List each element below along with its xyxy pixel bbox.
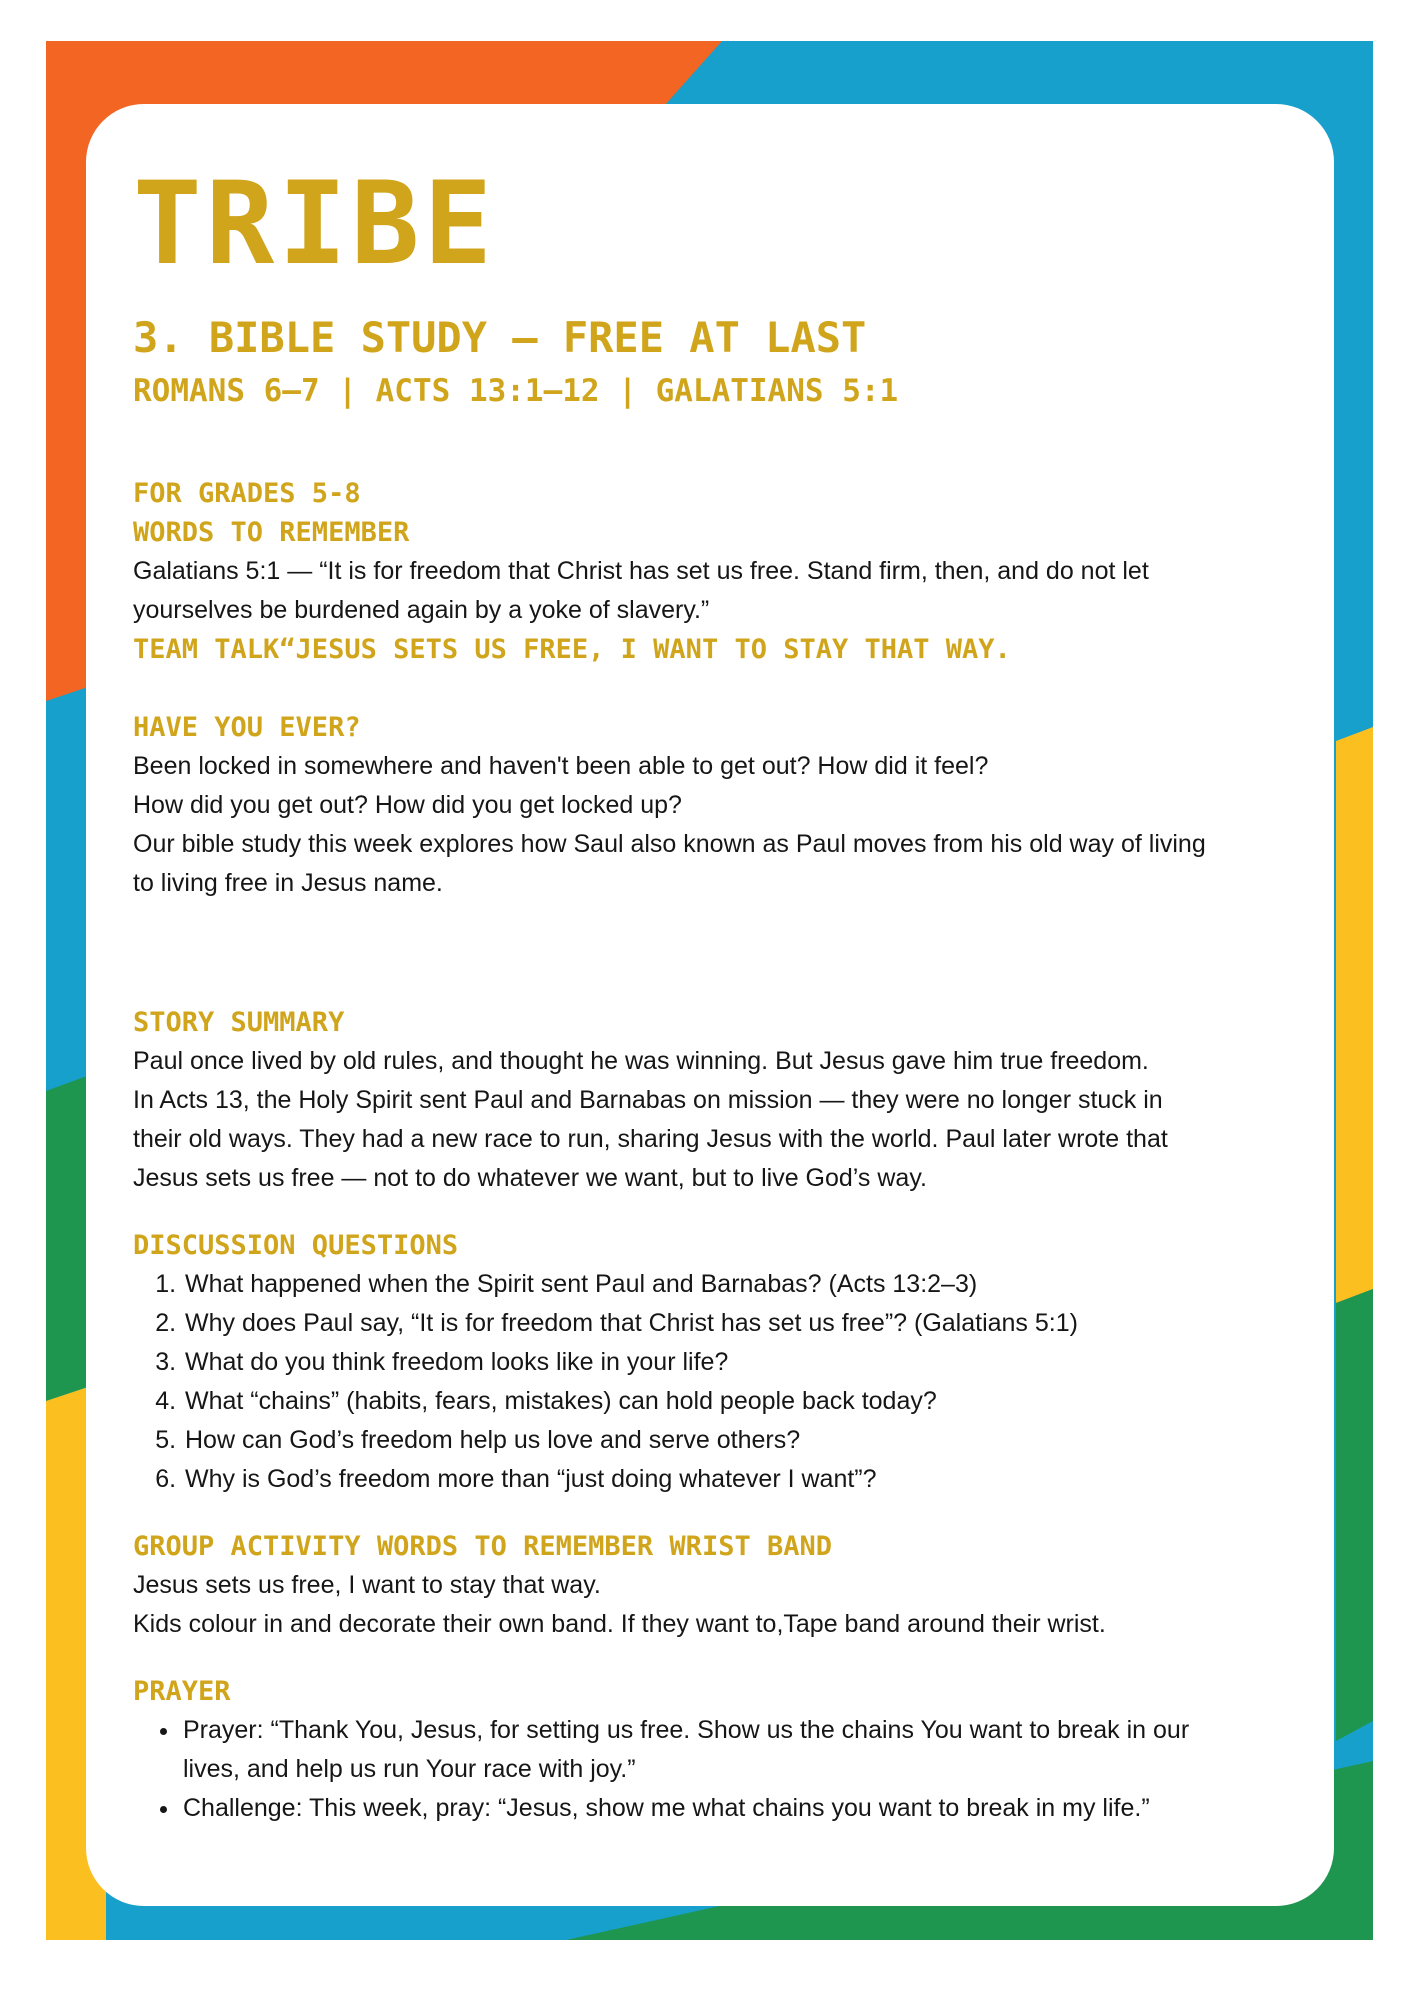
frame-yellow-right bbox=[1336, 727, 1373, 1303]
prayer-item bbox=[181, 1711, 1288, 1789]
story-summary-line: In Acts 13, the Holy Spirit sent Paul and Barnabas on mission — they were no longer stuck in bbox=[133, 1086, 1163, 1114]
discussion-questions-heading: DISCUSSION QUESTIONS bbox=[133, 1230, 459, 1261]
prayer-list bbox=[133, 1711, 1288, 1828]
memory-verse-line-1: Galatians 5:1 — “It is for freedom that Christ has set us free. Stand firm, then, and do not let bbox=[133, 557, 1149, 585]
prayer-heading: PRAYER bbox=[133, 1676, 231, 1707]
prayer-item-line: Prayer: “Thank You, Jesus, for setting us free. Show us the chains You want to break in our bbox=[183, 1716, 1190, 1744]
team-talk: TEAM TALK“JESUS SETS US FREE, I WANT TO STAY THAT WAY. bbox=[133, 634, 1011, 665]
challenge-item bbox=[181, 1789, 1288, 1828]
have-you-ever-line: Our bible study this week explores how Saul also known as Paul moves from his old way of living bbox=[133, 830, 1206, 858]
have-you-ever-line: How did you get out? How did you get locked up? bbox=[133, 791, 682, 819]
words-to-remember-heading: WORDS TO REMEMBER bbox=[133, 517, 410, 548]
prayer-item-line: lives, and help us run Your race with joy.” bbox=[183, 1755, 636, 1783]
have-you-ever-heading: HAVE YOU EVER? bbox=[133, 712, 361, 743]
page-title: 3. BIBLE STUDY — FREE AT LAST bbox=[133, 313, 867, 362]
group-activity-line: Kids colour in and decorate their own band. If they want to,Tape band around their wrist. bbox=[133, 1610, 1106, 1638]
challenge-item-line: Challenge: This week, pray: “Jesus, show me what chains you want to break in my life.” bbox=[183, 1794, 1150, 1822]
discussion-question: 1. What happened when the Spirit sent Paul and Barnabas? (Acts 13:2–3) bbox=[183, 1265, 1288, 1304]
story-summary-line: Paul once lived by old rules, and thought he was winning. But Jesus gave him true freedom. bbox=[133, 1047, 1149, 1075]
have-you-ever-line: Been locked in somewhere and haven't been able to get out? How did it feel? bbox=[133, 752, 989, 780]
content-card bbox=[86, 104, 1334, 1906]
discussion-question: 2. Why does Paul say, “It is for freedom that Christ has set us free”? (Galatians 5:1) bbox=[183, 1304, 1288, 1343]
story-summary-line: their old ways. They had a new race to run, sharing Jesus with the world. Paul later wrote that bbox=[133, 1125, 1168, 1153]
group-activity-heading: GROUP ACTIVITY WORDS TO REMEMBER WRIST BAND bbox=[133, 1531, 832, 1562]
tribe-logo: TRIBE bbox=[133, 157, 497, 290]
grades-heading: FOR GRADES 5-8 bbox=[133, 478, 361, 509]
discussion-questions-list bbox=[133, 1265, 1288, 1499]
discussion-question: 5. How can God’s freedom help us love and serve others? bbox=[183, 1421, 1288, 1460]
story-summary-heading: STORY SUMMARY bbox=[133, 1007, 345, 1038]
have-you-ever-line: to living free in Jesus name. bbox=[133, 869, 443, 897]
group-activity-line: Jesus sets us free, I want to stay that way. bbox=[133, 1571, 601, 1599]
scripture-references: ROMANS 6–7 | ACTS 13:1–12 | GALATIANS 5:1 bbox=[133, 373, 899, 409]
memory-verse-line-2: yourselves be burdened again by a yoke of slavery.” bbox=[133, 596, 710, 624]
discussion-question: 4. What “chains” (habits, fears, mistakes) can hold people back today? bbox=[183, 1382, 1288, 1421]
frame-green-right bbox=[1336, 1289, 1373, 1741]
discussion-question: 6. Why is God’s freedom more than “just doing whatever I want”? bbox=[183, 1460, 1288, 1499]
discussion-question: 3. What do you think freedom looks like in your life? bbox=[183, 1343, 1288, 1382]
story-summary-line: Jesus sets us free — not to do whatever we want, but to live God’s way. bbox=[133, 1164, 927, 1192]
